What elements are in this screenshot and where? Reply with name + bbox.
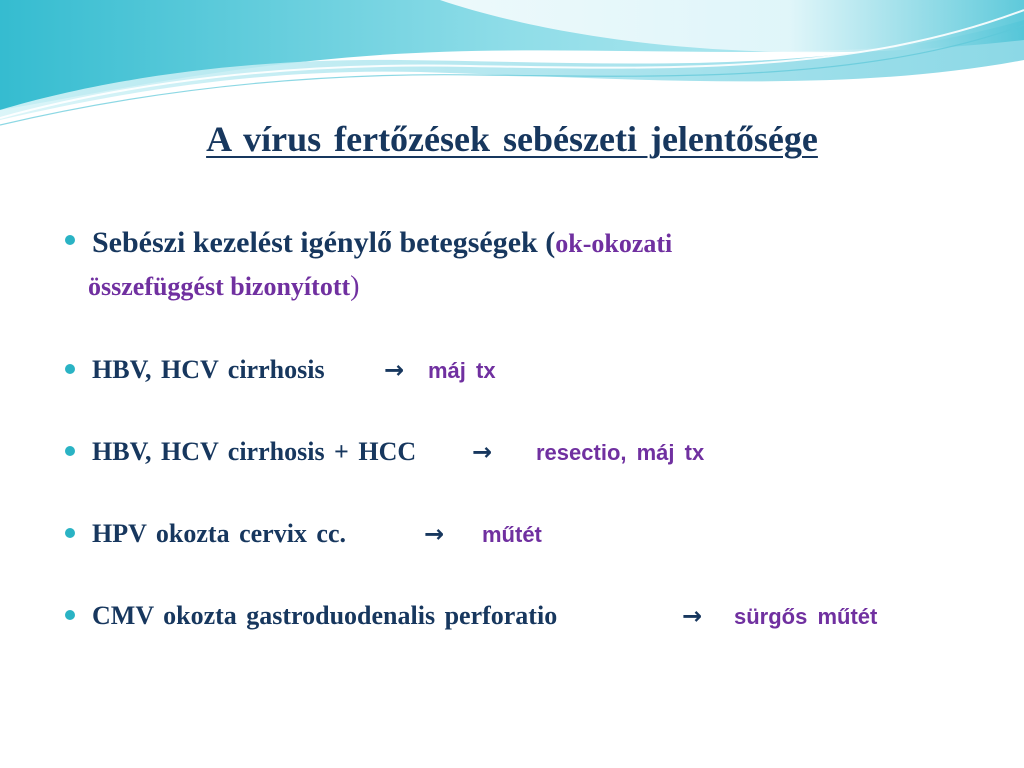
bullet-condition: CMV okozta gastroduodenalis perforatio bbox=[92, 601, 558, 630]
arrow-right-icon: → bbox=[472, 438, 493, 466]
arrow-right-icon: → bbox=[682, 602, 703, 630]
bullet-dot-icon bbox=[65, 364, 75, 374]
arrow-right-icon: → bbox=[384, 356, 405, 384]
bullet-dot-icon bbox=[65, 528, 75, 538]
page-title: A vírus fertőzések sebészeti jelentősége bbox=[206, 119, 818, 159]
bullet-text: Sebészi kezelést igénylő betegségek ( bbox=[92, 226, 556, 259]
bullet-condition: HPV okozta cervix cc. bbox=[92, 519, 346, 548]
bullet-treatment: máj tx bbox=[428, 358, 496, 383]
bullet-dot-icon bbox=[65, 235, 75, 245]
bullet-note: ok-okozati bbox=[555, 229, 673, 258]
bullet-treatment: resectio, máj tx bbox=[536, 440, 705, 465]
bullet-dot-icon bbox=[65, 446, 75, 456]
bullet-note-continued: összefüggést bizonyított bbox=[88, 272, 351, 301]
bullet-treatment: sürgős műtét bbox=[734, 604, 878, 629]
bullet-condition: HBV, HCV cirrhosis + HCC bbox=[92, 437, 417, 466]
bullet-dot-icon bbox=[65, 610, 75, 620]
bullet-condition: HBV, HCV cirrhosis bbox=[92, 355, 325, 384]
arrow-right-icon: → bbox=[424, 520, 445, 548]
bullet-close-paren: ) bbox=[350, 271, 360, 302]
bullet-treatment: műtét bbox=[482, 522, 542, 547]
